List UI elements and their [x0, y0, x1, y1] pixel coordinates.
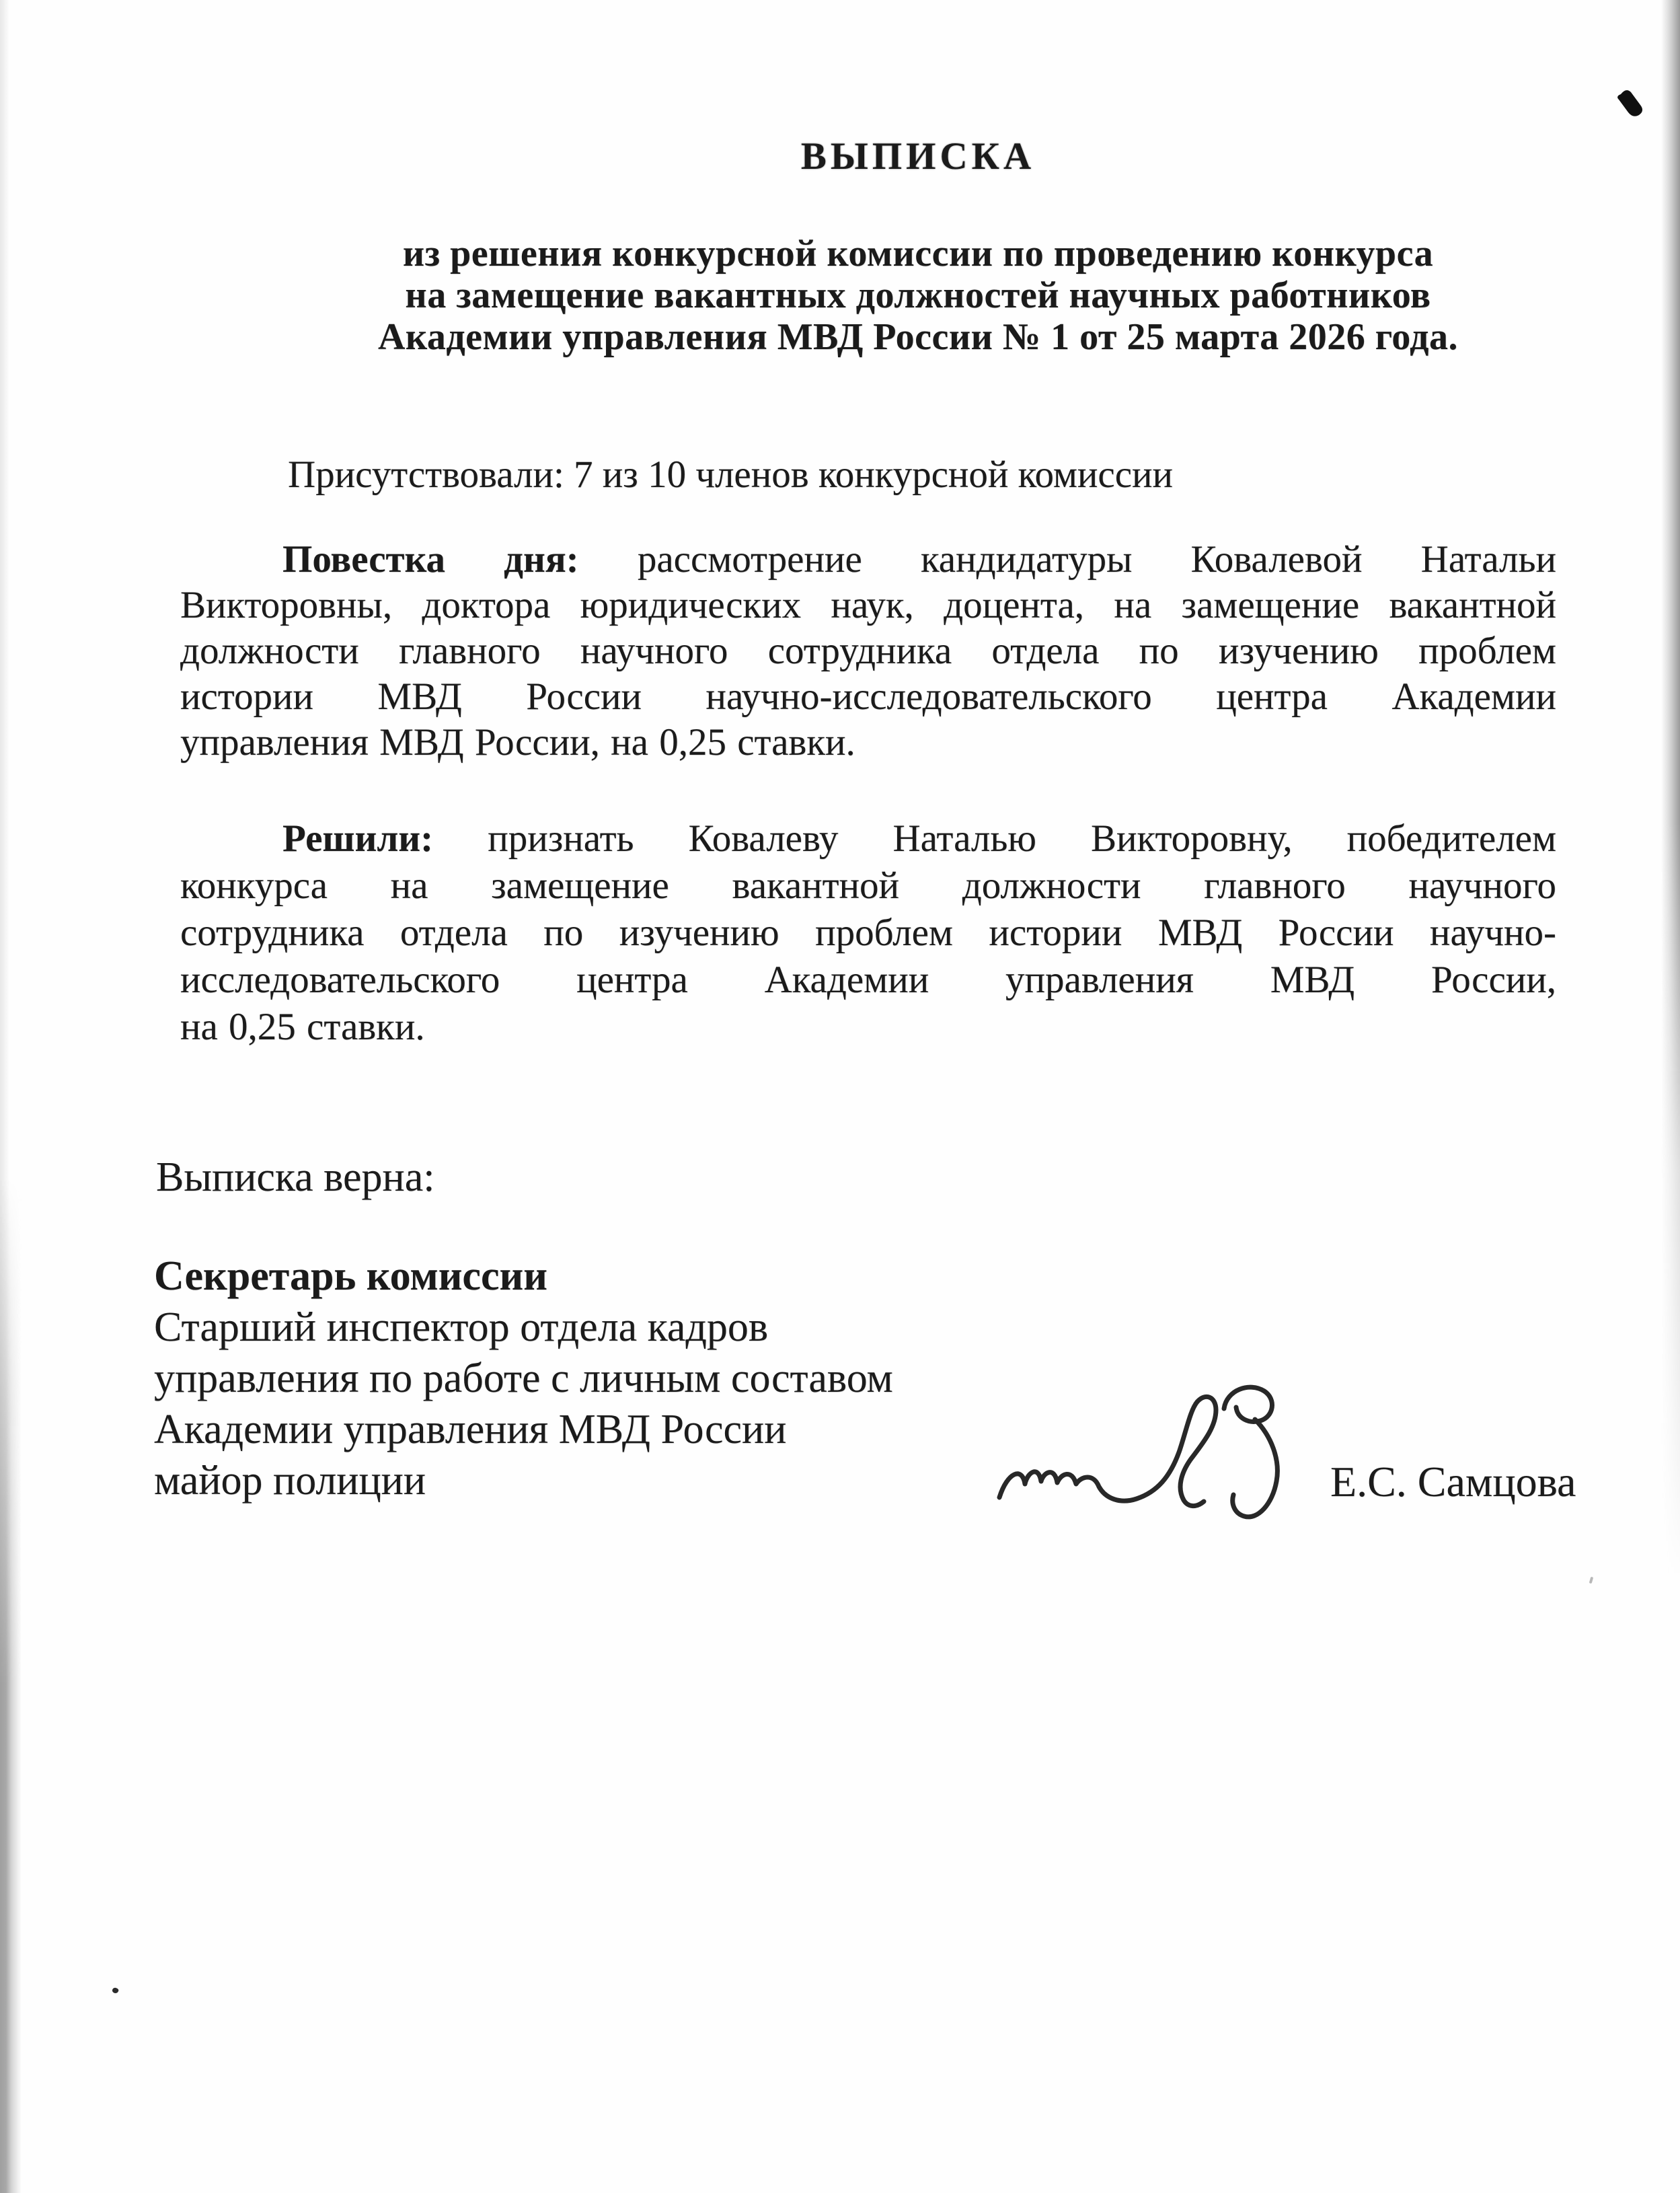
handwritten-signature — [987, 1378, 1364, 1539]
resolution-line: исследовательского центра Академии управления МВД России, — [180, 959, 1556, 1001]
agenda-line — [180, 537, 1556, 583]
resolution-line — [180, 815, 1556, 862]
agenda-paragraph — [180, 537, 1556, 766]
resolution-paragraph — [180, 815, 1556, 1051]
resolution-line: сотрудника отдела по изучению проблем истории МВД России научно- — [180, 912, 1556, 954]
scan-edge-shadow-left — [0, 1177, 22, 2193]
ink-mark — [1615, 87, 1648, 121]
resolution-label: Решили: — [282, 817, 434, 860]
certification-line: Выписка верна: — [156, 1154, 435, 1200]
resolution-line: на 0,25 ставки. — [180, 1006, 425, 1048]
signer-name: Е.С. Самцова — [1330, 1458, 1576, 1506]
signer-detail-line: Старший инспектор отдела кадров — [154, 1304, 769, 1350]
paper-speck-faint — [1589, 1577, 1594, 1584]
signer-detail-line: Академии управления МВД России — [154, 1407, 787, 1452]
signature-block — [154, 1251, 893, 1506]
agenda-line: Викторовны, доктора юридических наук, доцента, на замещение вакантной — [180, 584, 1556, 626]
signer-detail-line: управления по работе с личным составом — [154, 1355, 893, 1401]
agenda-line1-rest: рассмотрение кандидатуры Ковалевой Натальи — [637, 538, 1556, 581]
subtitle-line: Академии управления МВД России № 1 от 25 марта 2026 года. — [377, 316, 1459, 358]
subtitle-line: из решения конкурсной комиссии по проведению конкурса — [402, 233, 1434, 274]
subtitle-line: на замещение вакантных должностей научных работников — [405, 274, 1431, 316]
resolution-line: конкурса на замещение вакантной должности главного научного — [180, 864, 1556, 907]
resolution-line1-rest: признать Ковалеву Наталью Викторовну, победителем — [488, 817, 1557, 860]
signer-role: Секретарь комиссии — [154, 1253, 547, 1299]
document-title: ВЫПИСКА — [800, 135, 1036, 178]
agenda-label: Повестка дня: — [282, 538, 579, 581]
agenda-line: истории МВД России научно-исследовательского центра Академии — [180, 675, 1556, 718]
signature-scribble — [987, 1378, 1364, 1539]
agenda-line: управления МВД России, на 0,25 ставки. — [180, 721, 855, 764]
ink-blot-icon — [1615, 87, 1648, 121]
paper-speck — [112, 1987, 119, 1995]
signer-detail-line: майор полиции — [154, 1458, 426, 1503]
document-subtitle — [155, 233, 1680, 358]
attendees-line: Присутствовали: 7 из 10 членов конкурсной комиссии — [288, 453, 1174, 496]
agenda-line: должности главного научного сотрудника отдела по изучению проблем — [180, 630, 1556, 672]
